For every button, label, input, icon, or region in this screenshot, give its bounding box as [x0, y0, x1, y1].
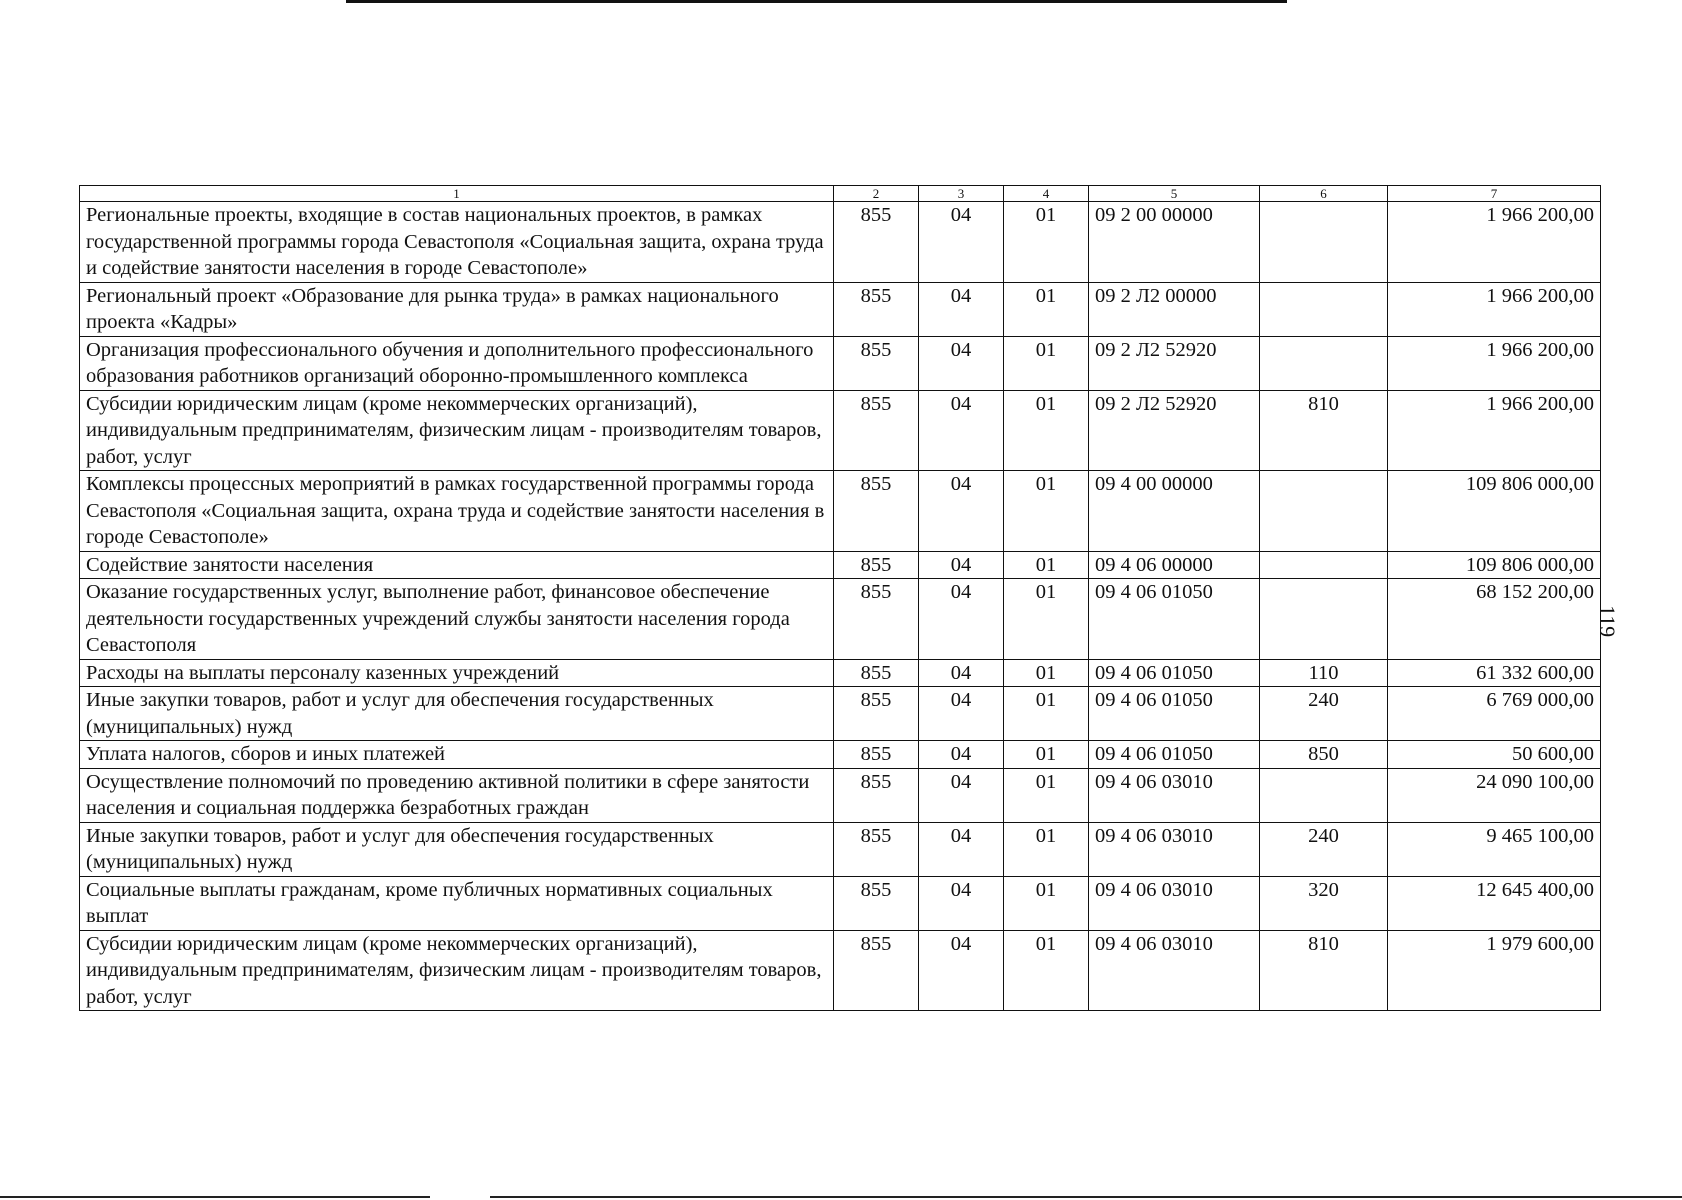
row-section: 04: [919, 741, 1004, 769]
row-expense-type: [1260, 471, 1388, 552]
table-header-row: [80, 186, 1601, 202]
table-row: [80, 822, 1601, 876]
row-expense-type: 810: [1260, 390, 1388, 471]
row-amount: 1 966 200,00: [1388, 202, 1601, 283]
row-target-article: 09 4 06 01050: [1089, 579, 1260, 660]
table-row: [80, 876, 1601, 930]
table-row: [80, 687, 1601, 741]
row-admin-code: 855: [834, 336, 919, 390]
row-target-article: 09 4 06 00000: [1089, 551, 1260, 579]
row-admin-code: 855: [834, 390, 919, 471]
row-admin-code: 855: [834, 768, 919, 822]
row-name: Субсидии юридическим лицам (кроме некоммерческих организаций), индивидуальным предпринимателям, физическим лицам - производителям товаров, работ, услуг: [80, 930, 834, 1011]
row-section: 04: [919, 202, 1004, 283]
table-row: [80, 741, 1601, 769]
row-admin-code: 855: [834, 551, 919, 579]
row-subsection: 01: [1004, 390, 1089, 471]
row-target-article: 09 2 Л2 52920: [1089, 390, 1260, 471]
header-col-5: 5: [1089, 186, 1260, 202]
row-target-article: 09 2 Л2 00000: [1089, 282, 1260, 336]
scan-bottom-edge-line: [0, 1196, 1682, 1198]
row-admin-code: 855: [834, 579, 919, 660]
row-expense-type: [1260, 282, 1388, 336]
row-expense-type: [1260, 336, 1388, 390]
row-expense-type: 850: [1260, 741, 1388, 769]
row-section: 04: [919, 336, 1004, 390]
row-amount: 68 152 200,00: [1388, 579, 1601, 660]
row-amount: 109 806 000,00: [1388, 551, 1601, 579]
row-subsection: 01: [1004, 579, 1089, 660]
row-subsection: 01: [1004, 930, 1089, 1011]
header-col-7: 7: [1388, 186, 1601, 202]
row-amount: 24 090 100,00: [1388, 768, 1601, 822]
row-admin-code: 855: [834, 741, 919, 769]
table-row: [80, 551, 1601, 579]
row-section: 04: [919, 822, 1004, 876]
page-number: 119: [1595, 605, 1620, 638]
row-expense-type: 320: [1260, 876, 1388, 930]
row-amount: 1 979 600,00: [1388, 930, 1601, 1011]
row-expense-type: 110: [1260, 659, 1388, 687]
row-expense-type: [1260, 579, 1388, 660]
row-amount: 6 769 000,00: [1388, 687, 1601, 741]
scan-bottom-edge-gap: [430, 1195, 490, 1199]
row-name: Комплексы процессных мероприятий в рамках государственной программы города Севастополя «Социальная защита, охрана труда и содействие занятости населения в городе Севастополе»: [80, 471, 834, 552]
row-amount: 9 465 100,00: [1388, 822, 1601, 876]
row-expense-type: 240: [1260, 687, 1388, 741]
row-name: Содействие занятости населения: [80, 551, 834, 579]
header-col-1: 1: [80, 186, 834, 202]
header-col-2: 2: [834, 186, 919, 202]
row-amount: 61 332 600,00: [1388, 659, 1601, 687]
row-amount: 12 645 400,00: [1388, 876, 1601, 930]
row-name: Уплата налогов, сборов и иных платежей: [80, 741, 834, 769]
row-name: Оказание государственных услуг, выполнение работ, финансовое обеспечение деятельности государственных учреждений службы занятости населения города Севастополя: [80, 579, 834, 660]
row-section: 04: [919, 390, 1004, 471]
row-section: 04: [919, 551, 1004, 579]
row-name: Иные закупки товаров, работ и услуг для обеспечения государственных (муниципальных) нужд: [80, 687, 834, 741]
row-admin-code: 855: [834, 202, 919, 283]
row-admin-code: 855: [834, 471, 919, 552]
row-subsection: 01: [1004, 687, 1089, 741]
scan-top-edge-line: [346, 0, 1287, 3]
row-expense-type: 810: [1260, 930, 1388, 1011]
table-row: [80, 336, 1601, 390]
budget-table: [79, 185, 1601, 1011]
row-expense-type: 240: [1260, 822, 1388, 876]
row-target-article: 09 2 00 00000: [1089, 202, 1260, 283]
row-subsection: 01: [1004, 282, 1089, 336]
row-amount: 1 966 200,00: [1388, 282, 1601, 336]
table-row: [80, 202, 1601, 283]
row-admin-code: 855: [834, 930, 919, 1011]
row-section: 04: [919, 687, 1004, 741]
row-subsection: 01: [1004, 202, 1089, 283]
row-admin-code: 855: [834, 687, 919, 741]
header-col-6: 6: [1260, 186, 1388, 202]
row-expense-type: [1260, 551, 1388, 579]
row-target-article: 09 4 06 01050: [1089, 741, 1260, 769]
row-admin-code: 855: [834, 659, 919, 687]
row-target-article: 09 4 06 03010: [1089, 876, 1260, 930]
row-target-article: 09 4 06 01050: [1089, 687, 1260, 741]
row-target-article: 09 4 06 03010: [1089, 930, 1260, 1011]
row-amount: 1 966 200,00: [1388, 390, 1601, 471]
row-admin-code: 855: [834, 876, 919, 930]
row-target-article: 09 4 00 00000: [1089, 471, 1260, 552]
row-section: 04: [919, 768, 1004, 822]
table-row: [80, 390, 1601, 471]
row-subsection: 01: [1004, 876, 1089, 930]
row-name: Осуществление полномочий по проведению активной политики в сфере занятости населения и социальная поддержка безработных граждан: [80, 768, 834, 822]
row-amount: 109 806 000,00: [1388, 471, 1601, 552]
row-admin-code: 855: [834, 822, 919, 876]
row-name: Иные закупки товаров, работ и услуг для обеспечения государственных (муниципальных) нужд: [80, 822, 834, 876]
table-row: [80, 768, 1601, 822]
table-row: [80, 471, 1601, 552]
row-expense-type: [1260, 202, 1388, 283]
row-name: Региональные проекты, входящие в состав национальных проектов, в рамках государственной программы города Севастополя «Социальная защита, охрана труда и содействие занятости населения в городе Севастополе»: [80, 202, 834, 283]
table-row: [80, 659, 1601, 687]
row-section: 04: [919, 930, 1004, 1011]
header-col-3: 3: [919, 186, 1004, 202]
row-amount: 1 966 200,00: [1388, 336, 1601, 390]
row-subsection: 01: [1004, 741, 1089, 769]
row-name: Региональный проект «Образование для рынка труда» в рамках национального проекта «Кадры»: [80, 282, 834, 336]
row-target-article: 09 2 Л2 52920: [1089, 336, 1260, 390]
row-admin-code: 855: [834, 282, 919, 336]
row-section: 04: [919, 579, 1004, 660]
table-row: [80, 579, 1601, 660]
row-section: 04: [919, 282, 1004, 336]
table-row: [80, 930, 1601, 1011]
row-subsection: 01: [1004, 659, 1089, 687]
row-name: Организация профессионального обучения и дополнительного профессионального образования работников организаций оборонно-промышленного комплекса: [80, 336, 834, 390]
row-target-article: 09 4 06 01050: [1089, 659, 1260, 687]
row-name: Субсидии юридическим лицам (кроме некоммерческих организаций), индивидуальным предпринимателям, физическим лицам - производителям товаров, работ, услуг: [80, 390, 834, 471]
row-subsection: 01: [1004, 551, 1089, 579]
row-expense-type: [1260, 768, 1388, 822]
row-subsection: 01: [1004, 336, 1089, 390]
row-section: 04: [919, 471, 1004, 552]
row-subsection: 01: [1004, 768, 1089, 822]
row-section: 04: [919, 876, 1004, 930]
row-name: Расходы на выплаты персоналу казенных учреждений: [80, 659, 834, 687]
row-name: Социальные выплаты гражданам, кроме публичных нормативных социальных выплат: [80, 876, 834, 930]
header-col-4: 4: [1004, 186, 1089, 202]
table-row: [80, 282, 1601, 336]
row-target-article: 09 4 06 03010: [1089, 768, 1260, 822]
row-section: 04: [919, 659, 1004, 687]
row-subsection: 01: [1004, 822, 1089, 876]
row-target-article: 09 4 06 03010: [1089, 822, 1260, 876]
row-subsection: 01: [1004, 471, 1089, 552]
row-amount: 50 600,00: [1388, 741, 1601, 769]
